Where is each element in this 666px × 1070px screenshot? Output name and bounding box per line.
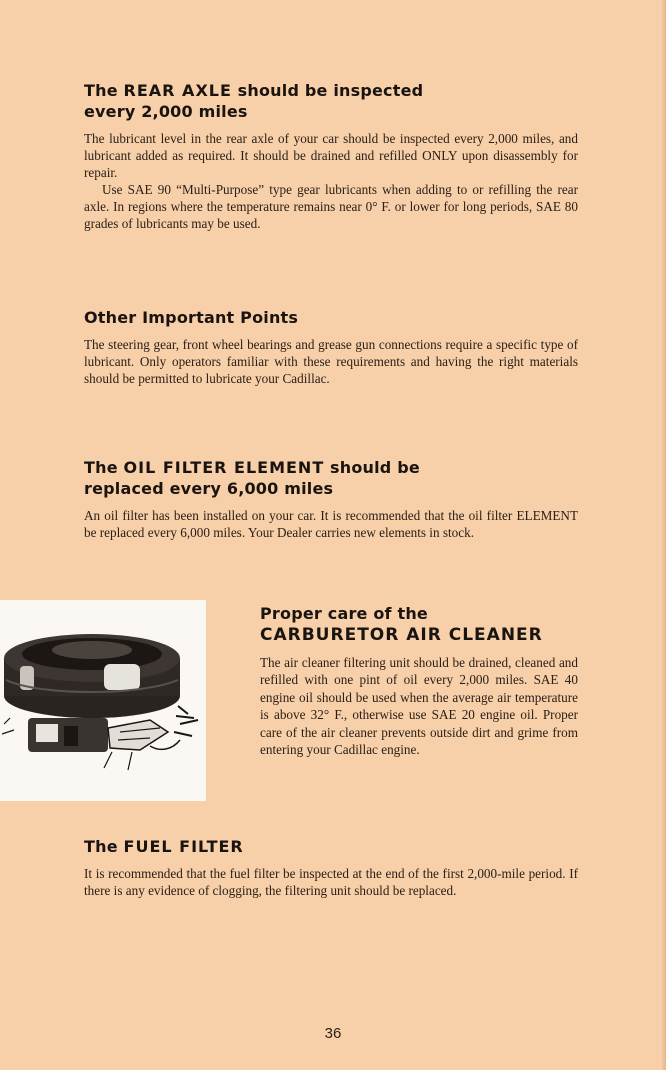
air-cleaner-illustration [0, 600, 206, 801]
page-edge [662, 0, 666, 1070]
carburetor-paragraph: The air cleaner filtering unit should be drained, cleaned and refilled with one pint of oil every 2,000 miles. SAE 40 engine oil should be used when the average air temperature is above 32° F., otherwise use SAE 20 engine oil. Proper care of the air cleaner prevents outside dirt and grime from entering your Cadillac engine. [260, 655, 578, 758]
rear-axle-section [84, 80, 578, 232]
fuel-filter-paragraph: It is recommended that the fuel filter be inspected at the end of the first 2,000-mile period. If there is any evidence of clogging, the filtering unit should be replaced. [84, 866, 578, 898]
fuel-filter-heading [84, 836, 578, 857]
page-number: 36 [324, 1025, 342, 1042]
oil-filter-heading [84, 457, 578, 499]
air-cleaner-housing [4, 634, 180, 718]
oil-filter-paragraph: An oil filter has been installed on your car. It is recommended that the oil filter ELEMENT be replaced every 6,000 miles. Your Dealer carries new elements in stock. [84, 508, 578, 540]
carburetor-heading-line2: CARBURETOR AIR CLEANER [260, 625, 543, 645]
rear-axle-paragraph-1: The lubricant level in the rear axle of your car should be inspected every 2,000 miles, and lubricant added as required. It should be drained and refilled ONLY upon disassembly for repair. [84, 131, 578, 180]
other-points-heading: Other Important Points [84, 308, 299, 327]
fuel-filter-heading-keyword: FUEL FILTER [123, 837, 244, 856]
oil-filter-heading-suffix: should be [324, 458, 420, 477]
carburetor-section [260, 603, 578, 758]
oil-filter-heading-prefix: The [84, 458, 124, 477]
rear-axle-heading [84, 80, 578, 122]
rear-axle-heading-line2: every 2,000 miles [84, 102, 248, 121]
oil-filter-section [84, 457, 578, 541]
rear-axle-heading-keyword: REAR AXLE [123, 81, 232, 100]
carburetor-heading [260, 603, 578, 646]
other-points-section [84, 307, 578, 387]
other-points-paragraph: The steering gear, front wheel bearings and grease gun connections require a specific type of lubricant. Only operators familiar with these requirements and having the right materials should be permitted to lubricate your Cadillac. [84, 337, 578, 386]
air-cleaner-drawing [0, 600, 206, 801]
oil-filter-heading-line2: replaced every 6,000 miles [84, 479, 334, 498]
fuel-filter-heading-prefix: The [84, 837, 124, 856]
rear-axle-heading-prefix: The [84, 81, 124, 100]
rear-axle-heading-suffix: should be inspected [231, 81, 424, 100]
fuel-filter-section [84, 836, 578, 899]
oil-filter-heading-keyword: OIL FILTER ELEMENT [123, 458, 325, 477]
carburetor-heading-line1: Proper care of the [260, 604, 428, 623]
rear-axle-paragraph-2: Use SAE 90 “Multi-Purpose” type gear lubricants when adding to or refilling the rear axle. In regions where the temperature remains near 0° F. or lower for long periods, SAE 80 grades of lubricants may be used. [84, 182, 578, 231]
